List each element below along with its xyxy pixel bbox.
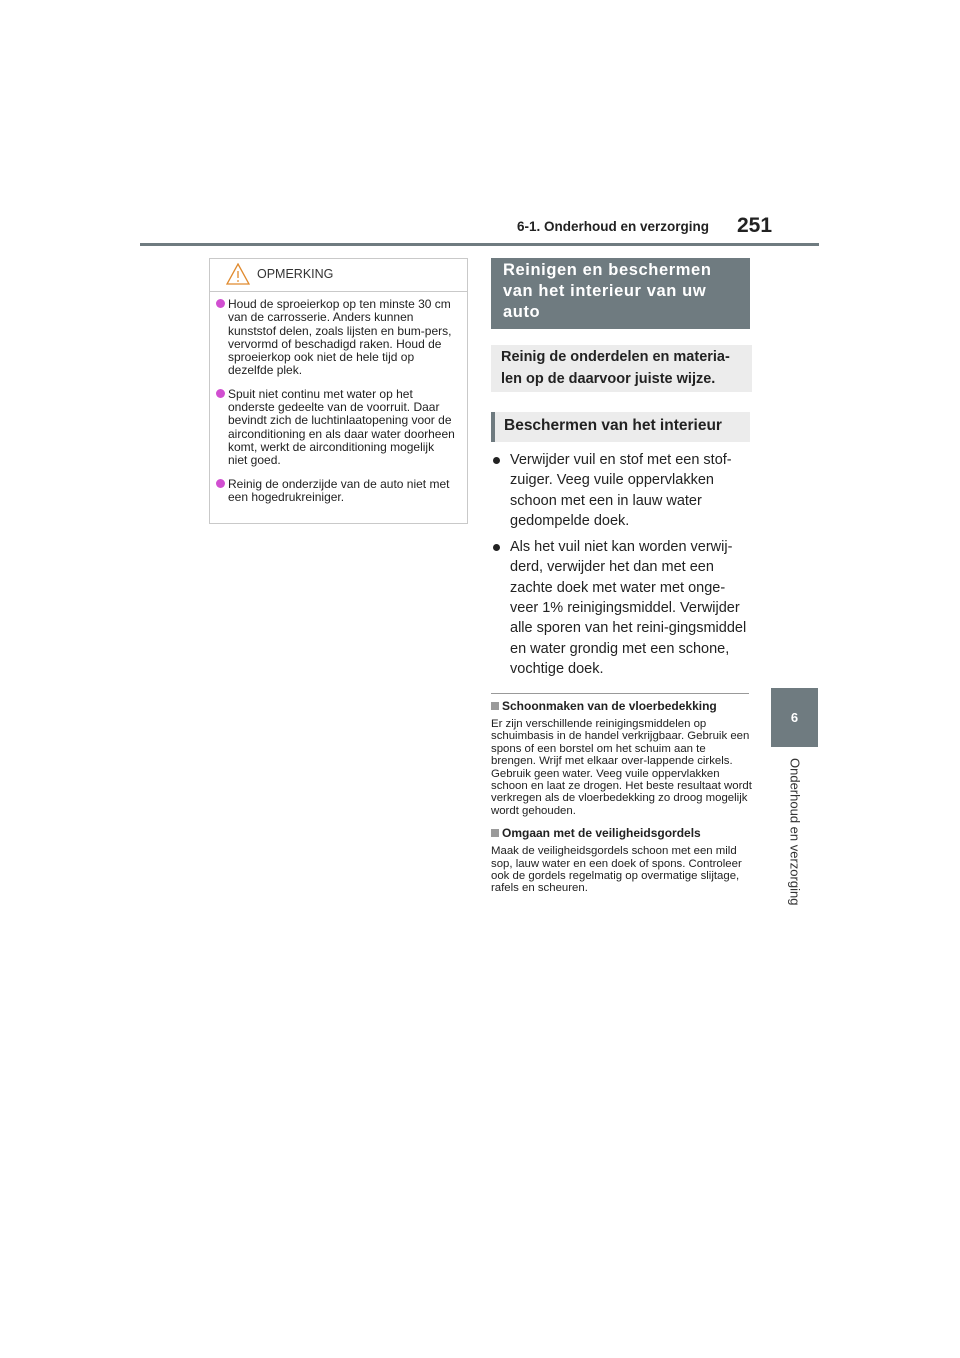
notice-item-text: Houd de sproeierkop op ten minste 30 cm van de carrosserie. Anders kunnen kunststof delen, zoals lijsten en bum-pers, vervormd of beschadigd raken. Houd de sproeierkop ook niet de hele tijd op dezelfde plek. [228,297,452,378]
notice-item [216,298,455,378]
bullet-dot-icon [493,544,500,551]
notice-header [210,259,467,292]
bullet-list [491,450,753,685]
notice-item [216,388,455,468]
notice-item [216,478,455,505]
notice-box [209,258,468,524]
section-title: 6-1. Onderhoud en verzorging [517,219,710,234]
notice-item-text: Spuit niet continu met water op het onderste gedeelte van de voorruit. Daar bevindt zich de luchtinlaatopening voor de airconditioning en als daar water doorheen komt, werkt de airconditioning mogelijk niet goed. [228,386,455,468]
list-item [491,537,753,679]
chapter-label [782,758,808,918]
info-title [491,699,753,714]
bullet-dot-icon [216,479,225,488]
square-bullet-icon [491,702,499,710]
info-section [491,699,753,904]
notice-item-text: Reinig de onderzijde van de auto niet met een hogedrukreiniger. [228,476,450,504]
info-title-text: Schoonmaken van de vloerbedekking [502,699,717,713]
list-item-text: Verwijder vuil en stof met een stof-zuiger. Veeg vuile oppervlakken schoon met een in lauw water gedompelde doek. [510,452,732,529]
chapter-number: 6 [790,710,799,725]
header-rule [140,243,819,246]
info-title-text: Omgaan met de veiligheidsgordels [502,826,701,841]
page-number: 251 [737,214,773,237]
warning-triangle-icon [226,263,250,285]
subheading [491,412,750,442]
chapter-tab [771,688,818,747]
info-title [491,826,753,841]
info-divider [491,693,749,694]
square-bullet-icon [491,829,499,837]
list-item-text: Als het vuil niet kan worden verwij-derd, verwijder het dan met een zachte doek met water met onge-veer 1% reinigingsmiddel. Verwijder alle sporen van het reini-gingsmiddel en water grondig met een schone, vochtige doek. [510,539,747,677]
bullet-dot-icon [216,389,225,398]
intro-box: Reinig de onderdelen en materia-len op de daarvoor juiste wijze. [491,345,752,392]
info-text: Maak de veiligheidsgordels schoon met een mild sop, lauw water en een doek of spons. Controleer ook de gordels regelmatig op overmatige slijtage, rafels en scheuren. [491,845,742,895]
subheading-text: Beschermen van het interieur [504,417,722,434]
bullet-dot-icon [493,457,500,464]
chapter-label-text: Onderhoud en verzorging [787,758,803,906]
subheading-accent-bar [491,412,495,442]
notice-list [210,292,467,504]
notice-title: OPMERKING [257,267,334,281]
list-item [491,450,753,531]
info-text: Er zijn verschillende reinigingsmiddelen op schuimbasis in de handel verkrijgbaar. Gebruik een spons of een borstel om het schuim aan te brengen. Wrijf met elkaar over-lappende cirkels. Gebruik geen water. Veeg vuile oppervlakken schoon en laat ze drogen. Het beste resultaat wordt verkregen als de vloerbedekking zo droog mogelijk wordt gehouden. [491,718,752,817]
main-heading: Reinigen en beschermen van het interieur van uw auto [491,258,750,329]
bullet-dot-icon [216,299,225,308]
